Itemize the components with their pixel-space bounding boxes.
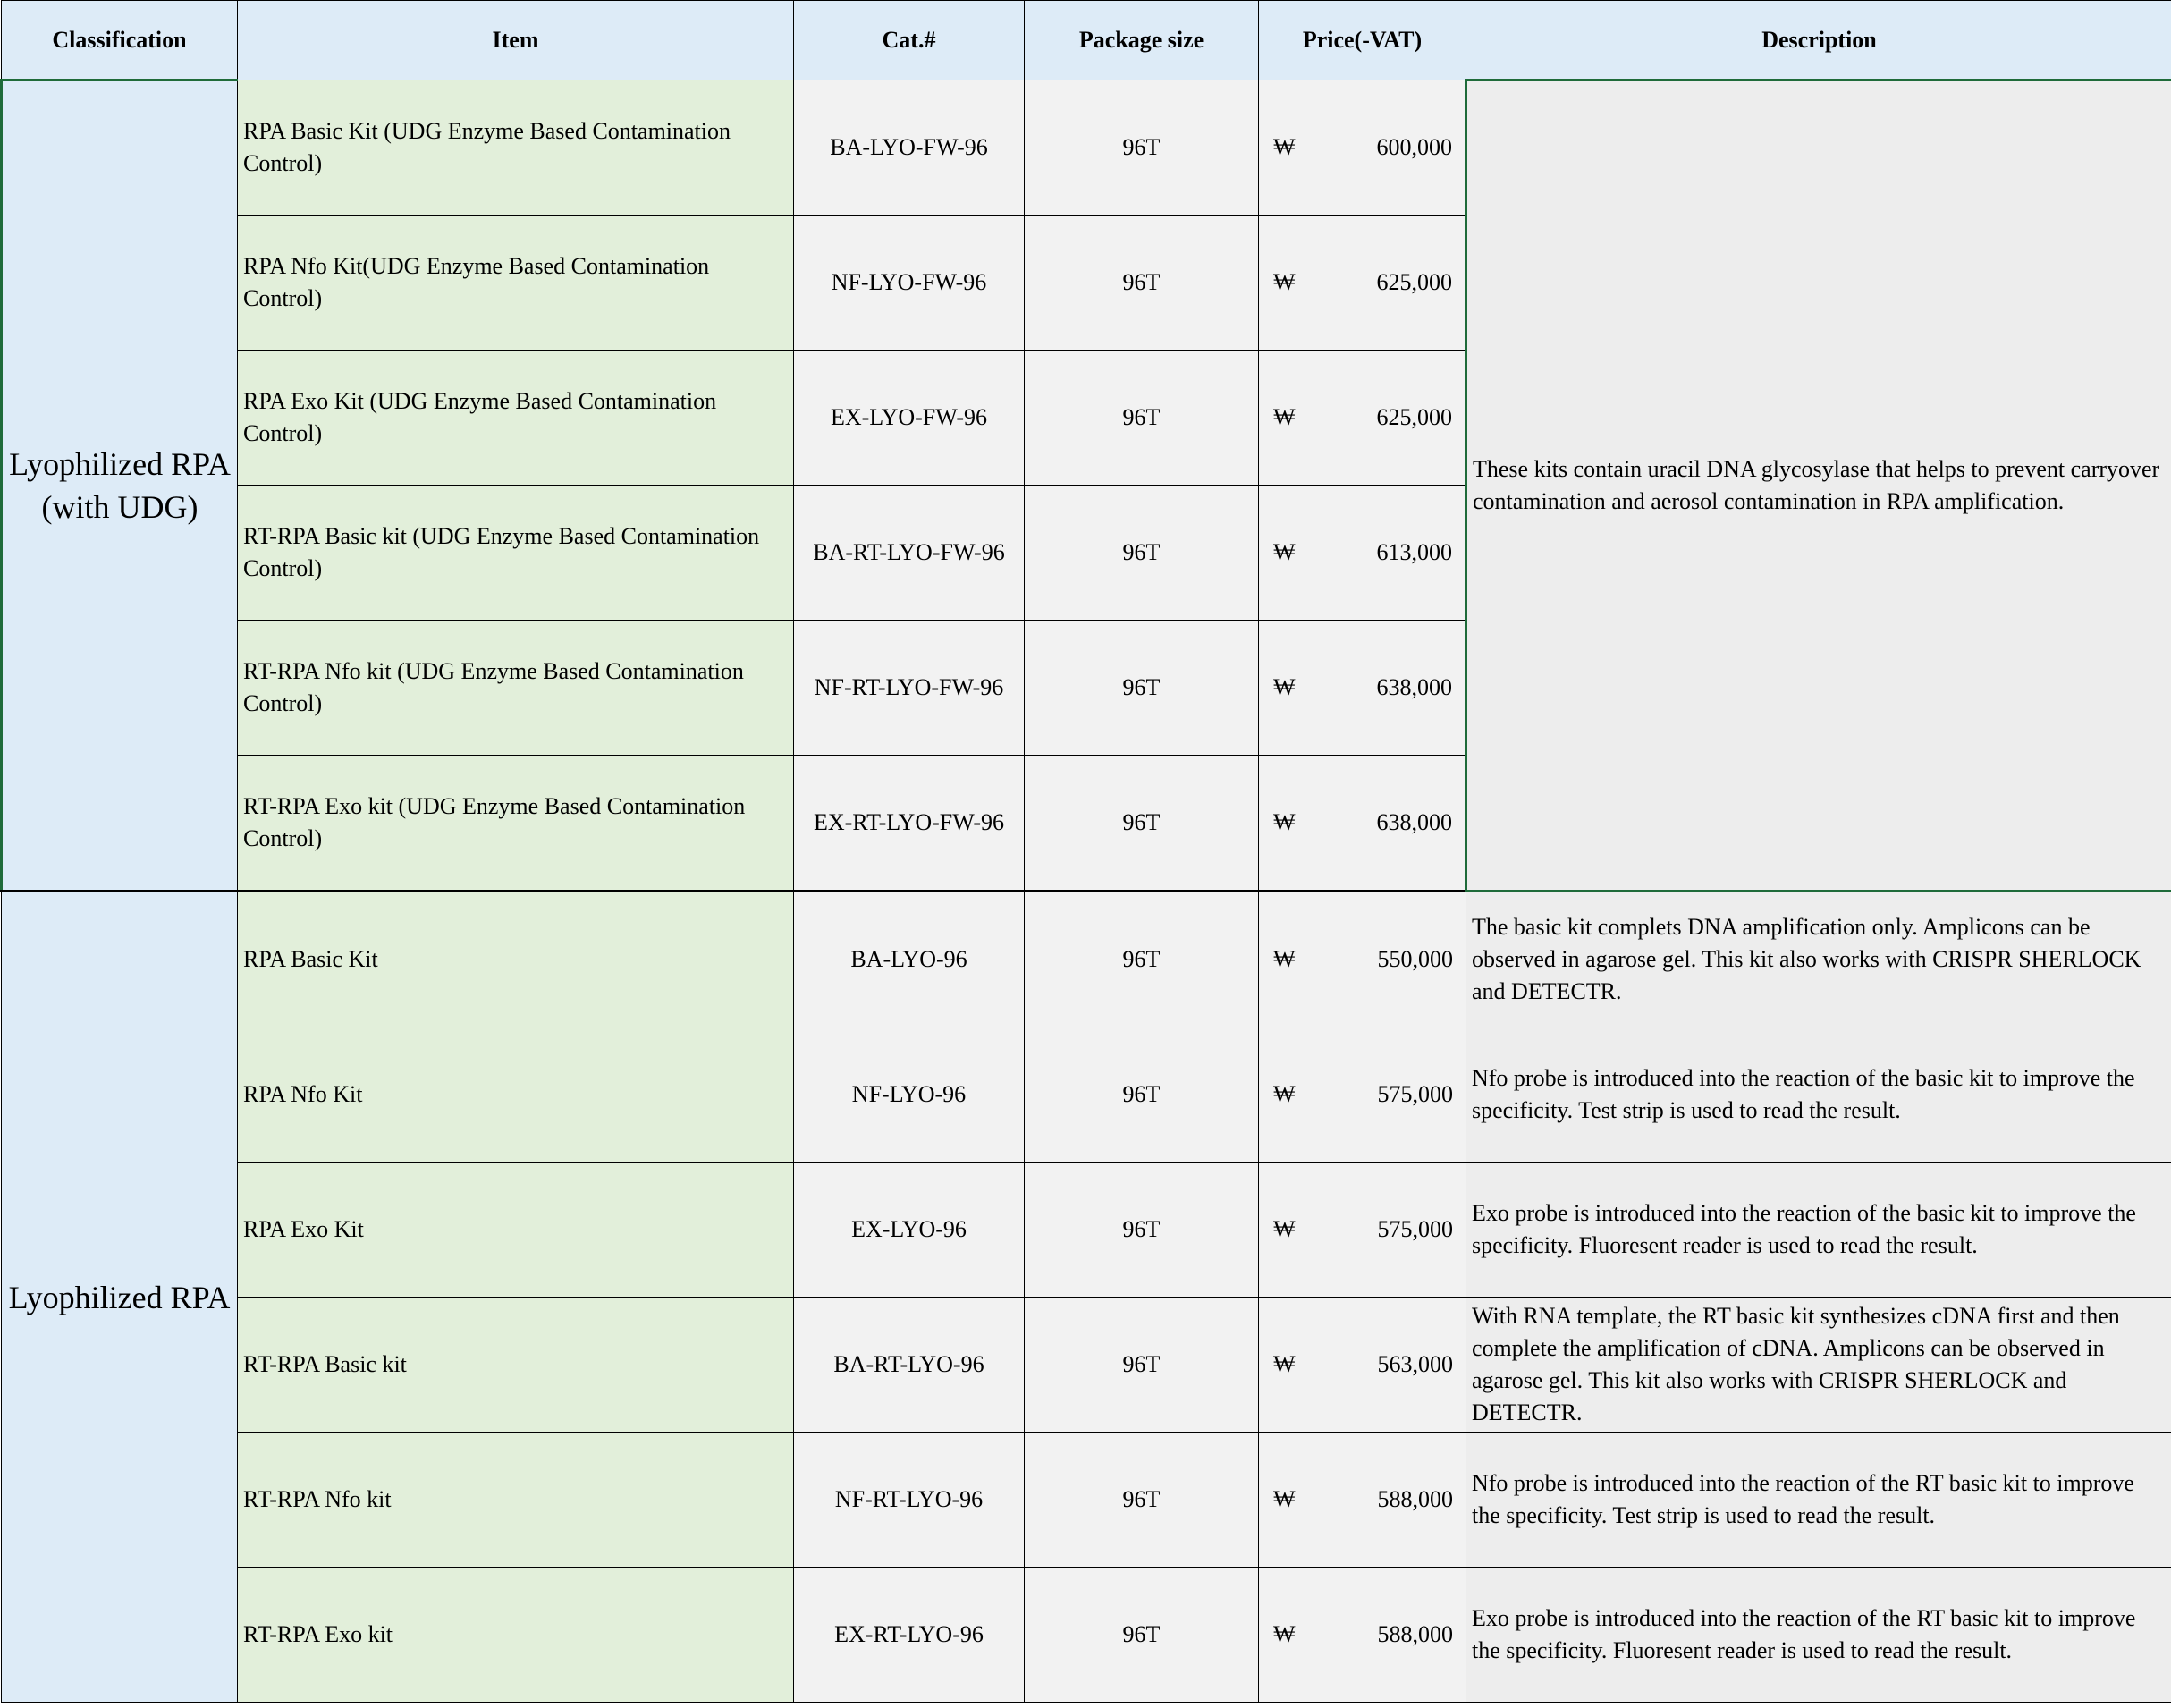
description-cell: Exo probe is introduced into the reaction of the basic kit to improve the specificity. Fluoresent reader is used to read the result. bbox=[1466, 1163, 2171, 1298]
package-cell: 96T bbox=[1025, 351, 1259, 486]
won-sign: ₩ bbox=[1273, 1486, 1296, 1512]
cat-cell: EX-RT-LYO-96 bbox=[794, 1568, 1025, 1703]
package-cell: 96T bbox=[1025, 1027, 1259, 1163]
package-cell: 96T bbox=[1025, 486, 1259, 621]
cat-cell: NF-LYO-FW-96 bbox=[794, 216, 1025, 351]
price-value: 588,000 bbox=[1377, 1621, 1453, 1647]
table-row bbox=[2, 1568, 2171, 1703]
price-cell bbox=[1259, 1163, 1466, 1298]
package-cell: 96T bbox=[1025, 1163, 1259, 1298]
description-cell: These kits contain uracil DNA glycosylase that helps to prevent carryover contamination and aerosol contamination in RPA amplification. bbox=[1466, 80, 2171, 892]
description-cell: Nfo probe is introduced into the reaction of the RT basic kit to improve the specificity. Test strip is used to read the result. bbox=[1466, 1433, 2171, 1568]
price-value: 638,000 bbox=[1376, 674, 1452, 700]
price-value: 563,000 bbox=[1377, 1351, 1453, 1377]
item-cell: RT-RPA Exo kit bbox=[238, 1568, 794, 1703]
price-value: 625,000 bbox=[1376, 269, 1452, 295]
price-cell bbox=[1259, 892, 1466, 1027]
item-cell: RPA Basic Kit bbox=[238, 892, 794, 1027]
cat-cell: BA-RT-LYO-96 bbox=[794, 1298, 1025, 1433]
package-cell: 96T bbox=[1025, 756, 1259, 892]
price-cell bbox=[1259, 756, 1466, 892]
price-cell bbox=[1259, 1027, 1466, 1163]
table-row bbox=[2, 80, 2171, 216]
price-cell bbox=[1259, 216, 1466, 351]
won-sign: ₩ bbox=[1273, 1081, 1296, 1107]
won-sign: ₩ bbox=[1273, 404, 1296, 430]
won-sign: ₩ bbox=[1273, 539, 1296, 565]
table-row bbox=[2, 1298, 2171, 1433]
item-cell: RPA Nfo Kit bbox=[238, 1027, 794, 1163]
won-sign: ₩ bbox=[1273, 809, 1296, 835]
header-description: Description bbox=[1466, 1, 2171, 80]
price-value: 638,000 bbox=[1376, 809, 1452, 835]
price-cell bbox=[1259, 80, 1466, 216]
package-cell: 96T bbox=[1025, 1433, 1259, 1568]
description-cell: The basic kit complets DNA amplification only. Amplicons can be observed in agarose gel. This kit also works with CRISPR SHERLOCK and DETECTR. bbox=[1466, 892, 2171, 1027]
price-value: 550,000 bbox=[1377, 946, 1453, 972]
won-sign: ₩ bbox=[1273, 1351, 1296, 1377]
price-value: 625,000 bbox=[1376, 404, 1452, 430]
price-value: 588,000 bbox=[1377, 1486, 1453, 1512]
price-cell bbox=[1259, 1433, 1466, 1568]
cat-cell: BA-LYO-FW-96 bbox=[794, 80, 1025, 216]
price-cell bbox=[1259, 1298, 1466, 1433]
package-cell: 96T bbox=[1025, 80, 1259, 216]
cat-cell: BA-RT-LYO-FW-96 bbox=[794, 486, 1025, 621]
price-value: 600,000 bbox=[1376, 134, 1452, 160]
price-cell bbox=[1259, 351, 1466, 486]
item-cell: RT-RPA Exo kit (UDG Enzyme Based Contamination Control) bbox=[238, 756, 794, 892]
price-value: 575,000 bbox=[1377, 1216, 1453, 1242]
cat-cell: BA-LYO-96 bbox=[794, 892, 1025, 1027]
item-cell: RT-RPA Nfo kit bbox=[238, 1433, 794, 1568]
won-sign: ₩ bbox=[1273, 134, 1296, 160]
cat-cell: NF-LYO-96 bbox=[794, 1027, 1025, 1163]
package-cell: 96T bbox=[1025, 621, 1259, 756]
item-cell: RT-RPA Basic kit bbox=[238, 1298, 794, 1433]
cat-cell: NF-RT-LYO-FW-96 bbox=[794, 621, 1025, 756]
table-row bbox=[2, 1027, 2171, 1163]
classification-cell: Lyophilized RPA (with UDG) bbox=[2, 80, 238, 892]
header-price: Price(-VAT) bbox=[1259, 1, 1466, 80]
item-cell: RPA Nfo Kit(UDG Enzyme Based Contamination Control) bbox=[238, 216, 794, 351]
header-item: Item bbox=[238, 1, 794, 80]
price-cell bbox=[1259, 621, 1466, 756]
cat-cell: EX-RT-LYO-FW-96 bbox=[794, 756, 1025, 892]
package-cell: 96T bbox=[1025, 1568, 1259, 1703]
header-row bbox=[2, 1, 2171, 80]
price-value: 575,000 bbox=[1377, 1081, 1453, 1107]
package-cell: 96T bbox=[1025, 1298, 1259, 1433]
cat-cell: NF-RT-LYO-96 bbox=[794, 1433, 1025, 1568]
item-cell: RT-RPA Basic kit (UDG Enzyme Based Contamination Control) bbox=[238, 486, 794, 621]
won-sign: ₩ bbox=[1273, 269, 1296, 295]
cat-cell: EX-LYO-96 bbox=[794, 1163, 1025, 1298]
item-cell: RPA Exo Kit (UDG Enzyme Based Contamination Control) bbox=[238, 351, 794, 486]
table-row bbox=[2, 892, 2171, 1027]
won-sign: ₩ bbox=[1273, 674, 1296, 700]
package-cell: 96T bbox=[1025, 216, 1259, 351]
table-row bbox=[2, 1163, 2171, 1298]
header-cat: Cat.# bbox=[794, 1, 1025, 80]
cat-cell: EX-LYO-FW-96 bbox=[794, 351, 1025, 486]
item-cell: RT-RPA Nfo kit (UDG Enzyme Based Contamination Control) bbox=[238, 621, 794, 756]
table-row bbox=[2, 1433, 2171, 1568]
header-package-size: Package size bbox=[1025, 1, 1259, 80]
item-cell: RPA Basic Kit (UDG Enzyme Based Contamination Control) bbox=[238, 80, 794, 216]
item-cell: RPA Exo Kit bbox=[238, 1163, 794, 1298]
won-sign: ₩ bbox=[1273, 1621, 1296, 1647]
description-cell: Exo probe is introduced into the reaction of the RT basic kit to improve the specificity. Fluoresent reader is used to read the result. bbox=[1466, 1568, 2171, 1703]
price-cell bbox=[1259, 486, 1466, 621]
classification-cell: Lyophilized RPA bbox=[2, 892, 238, 1703]
price-value: 613,000 bbox=[1376, 539, 1452, 565]
description-cell: With RNA template, the RT basic kit synthesizes cDNA first and then complete the amplification of cDNA. Amplicons can be observed in agarose gel. This kit also works with CRISPR SHERLOCK and DETECTR. bbox=[1466, 1298, 2171, 1433]
header-classification: Classification bbox=[2, 1, 238, 80]
package-cell: 96T bbox=[1025, 892, 1259, 1027]
won-sign: ₩ bbox=[1273, 1216, 1296, 1242]
description-cell: Nfo probe is introduced into the reaction of the basic kit to improve the specificity. Test strip is used to read the result. bbox=[1466, 1027, 2171, 1163]
price-cell bbox=[1259, 1568, 1466, 1703]
won-sign: ₩ bbox=[1273, 946, 1296, 972]
